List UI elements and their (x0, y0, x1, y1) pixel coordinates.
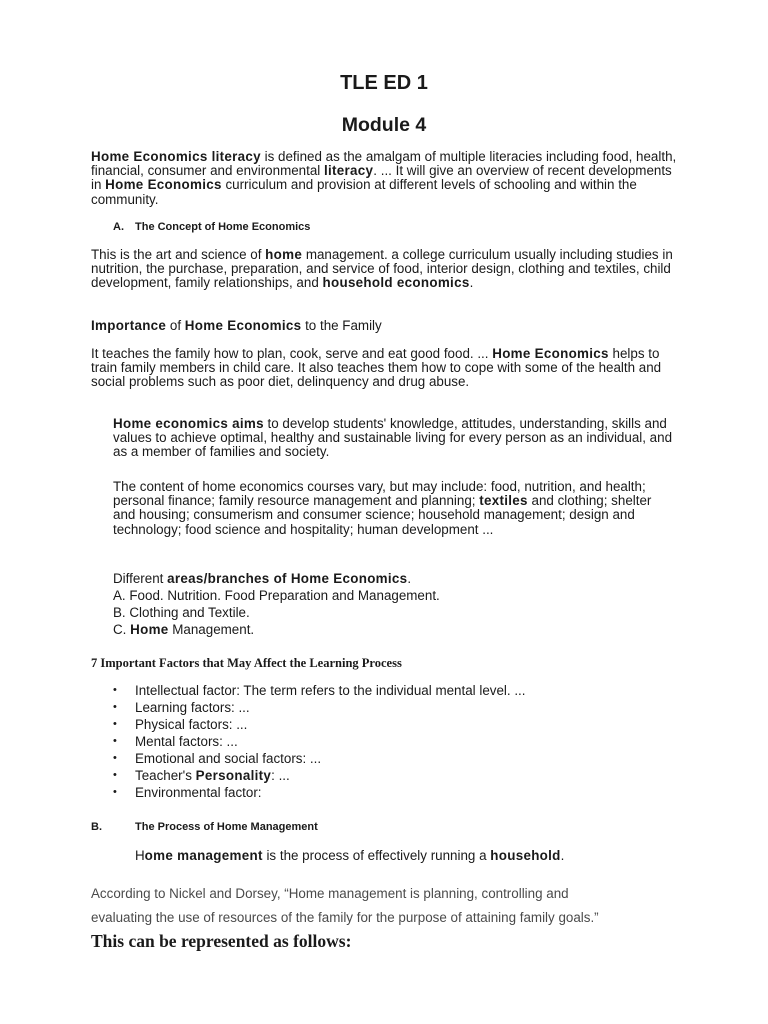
factor-item (113, 682, 673, 699)
doc-subtitle: Module 4 (341, 114, 427, 136)
intro-home-economics: Home Economics (105, 177, 222, 193)
teaches-text-1: It teaches the family how to plan, cook, serve and eat good food. ... (91, 346, 493, 361)
section-b-heading: The Process of Home Management (135, 821, 318, 833)
content-textiles: textiles (479, 493, 528, 509)
mgmt-household: household (490, 848, 561, 863)
importance-home-economics: Home Economics (184, 318, 302, 333)
areas-text-1: Different (113, 571, 168, 586)
represented-heading: This can be represented as follows: (91, 931, 352, 951)
bullet-icon: • (113, 752, 117, 764)
area-c-label: C. (113, 622, 131, 637)
teaches-text-2: helps to train family members in child care. It also teaches them how to cope with some of the health and social problems such as poor diet, delinquency and drug abuse. (91, 346, 662, 390)
factor-item (113, 784, 673, 801)
teaches-paragraph (91, 347, 681, 390)
factor-personality: Personality (195, 768, 272, 783)
area-item-a: A. Food. Nutrition. Food Preparation and Management. (113, 588, 440, 603)
areas-list (113, 570, 673, 638)
factor-text: Learning factors: ... (135, 700, 250, 715)
factor-text: Mental factors: ... (135, 734, 238, 749)
importance-text: to the Family (301, 318, 382, 333)
importance-heading (91, 319, 681, 333)
mgmt-end: . (560, 848, 565, 863)
area-c-text: Management. (168, 622, 255, 637)
areas-text-2: . (407, 571, 412, 586)
intro-term: Home Economics literacy (91, 149, 261, 164)
bullet-icon: • (113, 769, 117, 781)
area-c-home: Home (130, 622, 169, 637)
intro-text-2: . ... It will give an overview of recent developments in (91, 163, 672, 193)
aims-paragraph (113, 417, 673, 460)
factor-teacher-text: Teacher's (135, 768, 196, 783)
areas-heading (113, 570, 673, 587)
factors-heading: 7 Important Factors that May Affect the Learning Process (91, 656, 402, 670)
areas-term: areas/branches of Home Economics (167, 571, 408, 586)
mgmt-term: ome management (144, 848, 263, 863)
factor-text: Emotional and social factors: ... (135, 751, 322, 766)
concept-text-2: management. a college curriculum usually including studies in nutrition, the purchase, preparation, and service of food, interior design, clothing and textiles, child development, family relationships, and (91, 247, 673, 291)
section-b-label: B. (91, 821, 102, 833)
mgmt-h: H (135, 848, 145, 863)
area-item-c (113, 621, 673, 638)
bullet-icon: • (113, 701, 117, 713)
importance-of: of (166, 318, 185, 333)
mgmt-text: is the process of effectively running a (262, 848, 491, 863)
concept-paragraph (91, 248, 681, 291)
section-a-heading: The Concept of Home Economics (135, 221, 311, 233)
quote-line-1: According to Nickel and Dorsey, “Home management is planning, controlling and (91, 886, 569, 901)
section-a-label: A. (113, 221, 124, 233)
quote-line-2: evaluating the use of resources of the family for the purpose of attaining family goals.” (91, 910, 599, 925)
intro-text-1: is defined as the amalgam of multiple literacies including food, health, financial, consumer and environmental (91, 149, 677, 179)
content-text-2: and clothing; shelter and housing; consumerism and consumer science; household management; design and technology; food science and hospitality; human development ... (113, 493, 652, 537)
aims-term: Home economics aims (113, 416, 264, 431)
area-item-b: B. Clothing and Textile. (113, 605, 250, 620)
factor-text: Physical factors: ... (135, 717, 248, 732)
concept-home: home (265, 247, 303, 262)
intro-text-3: curriculum and provision at different levels of schooling and within the community. (91, 177, 637, 207)
factor-item (113, 750, 673, 767)
intro-literacy: literacy (323, 163, 374, 179)
intro-paragraph (91, 150, 681, 207)
factor-text: Environmental factor: (135, 785, 262, 800)
teaches-home-economics: Home Economics (492, 346, 609, 361)
bullet-icon: • (113, 718, 117, 730)
bullet-icon: • (113, 786, 117, 798)
factors-list (113, 682, 673, 801)
factor-item (113, 767, 673, 784)
management-definition (135, 849, 695, 863)
aims-text: to develop students' knowledge, attitudes, understanding, skills and values to achieve optimal, healthy and sustainable living for every person as an individual, and as a member of families and society. (113, 416, 673, 460)
factor-text: Intellectual factor: The term refers to the individual mental level. ... (135, 683, 526, 698)
factor-item (113, 716, 673, 733)
importance-term: Importance (91, 318, 167, 333)
bullet-icon: • (113, 735, 117, 747)
concept-text-1: This is the art and science of (91, 247, 266, 262)
quote-paragraph (91, 882, 711, 930)
factor-item (113, 733, 673, 750)
concept-text-3: . (469, 275, 474, 291)
bullet-icon: • (113, 684, 117, 696)
content-paragraph (113, 480, 673, 537)
content-text-1: The content of home economics courses vary, but may include: food, nutrition, and health; personal finance; family resource management and planning; (113, 479, 646, 509)
concept-household-economics: household economics (322, 275, 470, 291)
factor-item (113, 699, 673, 716)
doc-title: TLE ED 1 (340, 72, 428, 94)
factor-teacher-end: : ... (271, 768, 290, 783)
